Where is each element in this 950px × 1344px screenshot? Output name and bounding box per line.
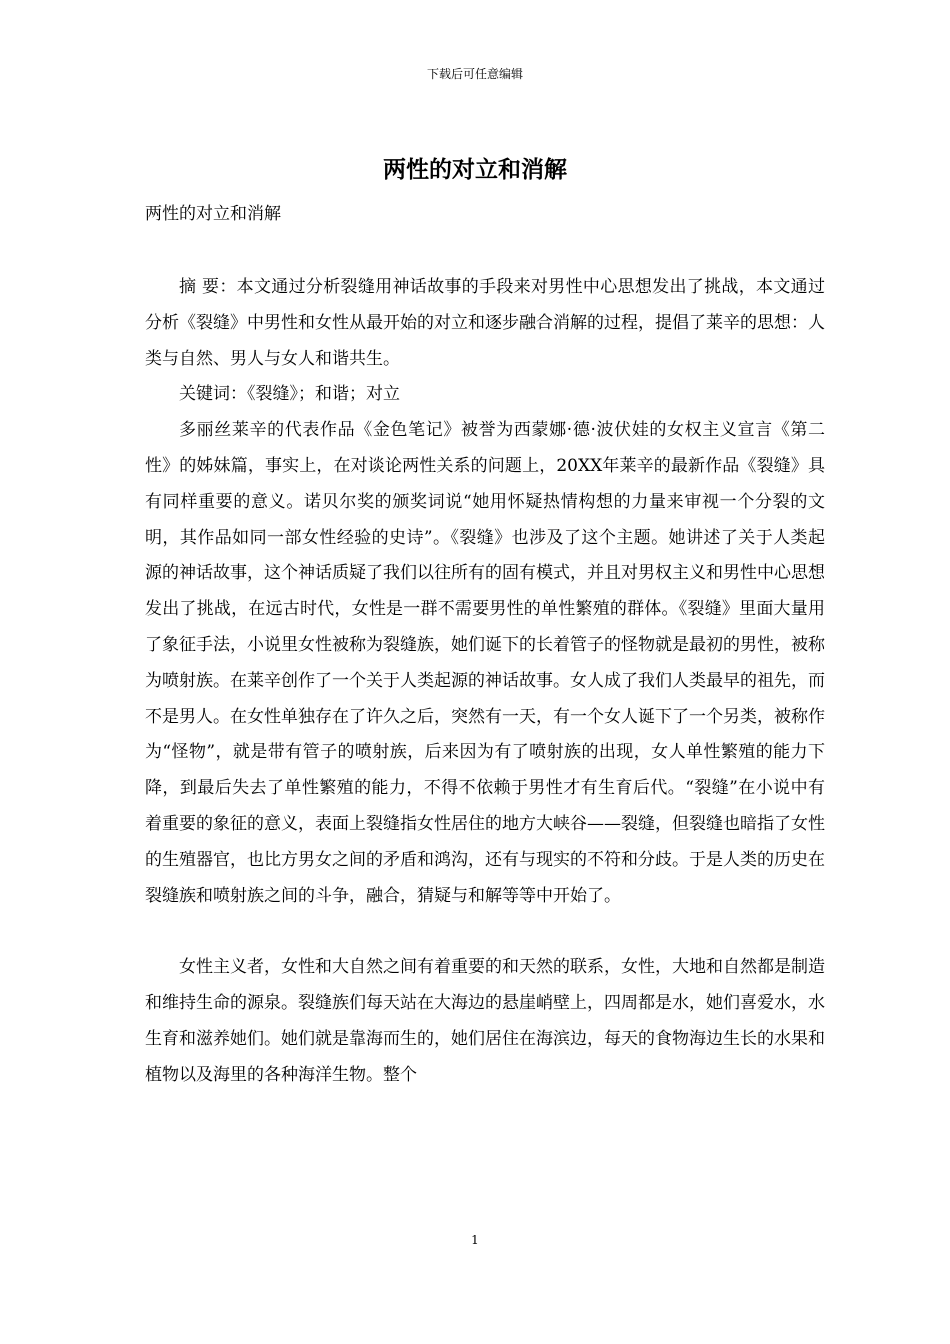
header-note: 下载后可任意编辑 — [426, 67, 523, 81]
body-paragraph-1: 多丽丝莱辛的代表作品《金色笔记》被誉为西蒙娜·德·波伏娃的女权主义宣言《第二性》的姊妹篇，事实上，在对谈论两性关系的问题上，20XX年莱辛的最新作品《裂缝》具有同样重要的意义。诺贝尔奖的颁奖词说“她用怀疑热情构想的力量来审视一个分裂的文明，其作品如同一部女性经验的史诗”。《裂缝》也涉及了这个主题。她讲述了关于人类起源的神话故事，这个神话质疑了我们以往所有的固有模式，并且对男权主义和男性中心思想发出了挑战，在远古时代，女性是一群不需要男性的单性繁殖的群体。《裂缝》里面大量用了象征手法，小说里女性被称为裂缝族，她们诞下的长着管子的怪物就是最初的男性，被称为喷射族。在莱辛创作了一个关于人类起源的神话故事。女人成了我们人类最早的祖先，而不是男人。在女性单独存在了许久之后，突然有一天，有一个女人诞下了一个另类，被称作为“怪物”，就是带有管子的喷射族，后来因为有了喷射族的出现，女人单性繁殖的能力下降，到最后失去了单性繁殖的能力，不得不依赖于男性才有生育后代。“裂缝”在小说中有着重要的象征的意义，表面上裂缝指女性居住的地方大峡谷——裂缝，但裂缝也暗指了女性的生殖器官，也比方男女之间的矛盾和鸿沟，还有与现实的不符和分歧。于是人类的历史在裂缝族和喷射族之间的斗争，融合，猜疑与和解等等中开始了。 — [145, 420, 825, 906]
page-number: 1 — [471, 1233, 479, 1247]
document-title: 两性的对立和消解 — [383, 156, 567, 183]
body-paragraph-2: 女性主义者，女性和大自然之间有着重要的和天然的联系，女性，大地和自然都是制造和维持生命的源泉。裂缝族们每天站在大海边的悬崖峭壁上，四周都是水，她们喜爱水，水生育和滋养她们。她们就是靠海而生的，她们居住在海滨边，每天的食物海边生长的水果和植物以及海里的各种海洋生物。整个 — [145, 957, 825, 1085]
document-body — [145, 270, 825, 1094]
abstract-paragraph: 摘 要：本文通过分析裂缝用神话故事的手段来对男性中心思想发出了挑战，本文通过分析《裂缝》中男性和女性从最开始的对立和逐步融合消解的过程，提倡了莱辛的思想：人类与自然、男人与女人和谐共生。 — [145, 277, 825, 369]
document-subtitle: 两性的对立和消解 — [145, 204, 281, 224]
keywords-paragraph: 关键词：《裂缝》；和谐；对立 — [179, 384, 400, 405]
